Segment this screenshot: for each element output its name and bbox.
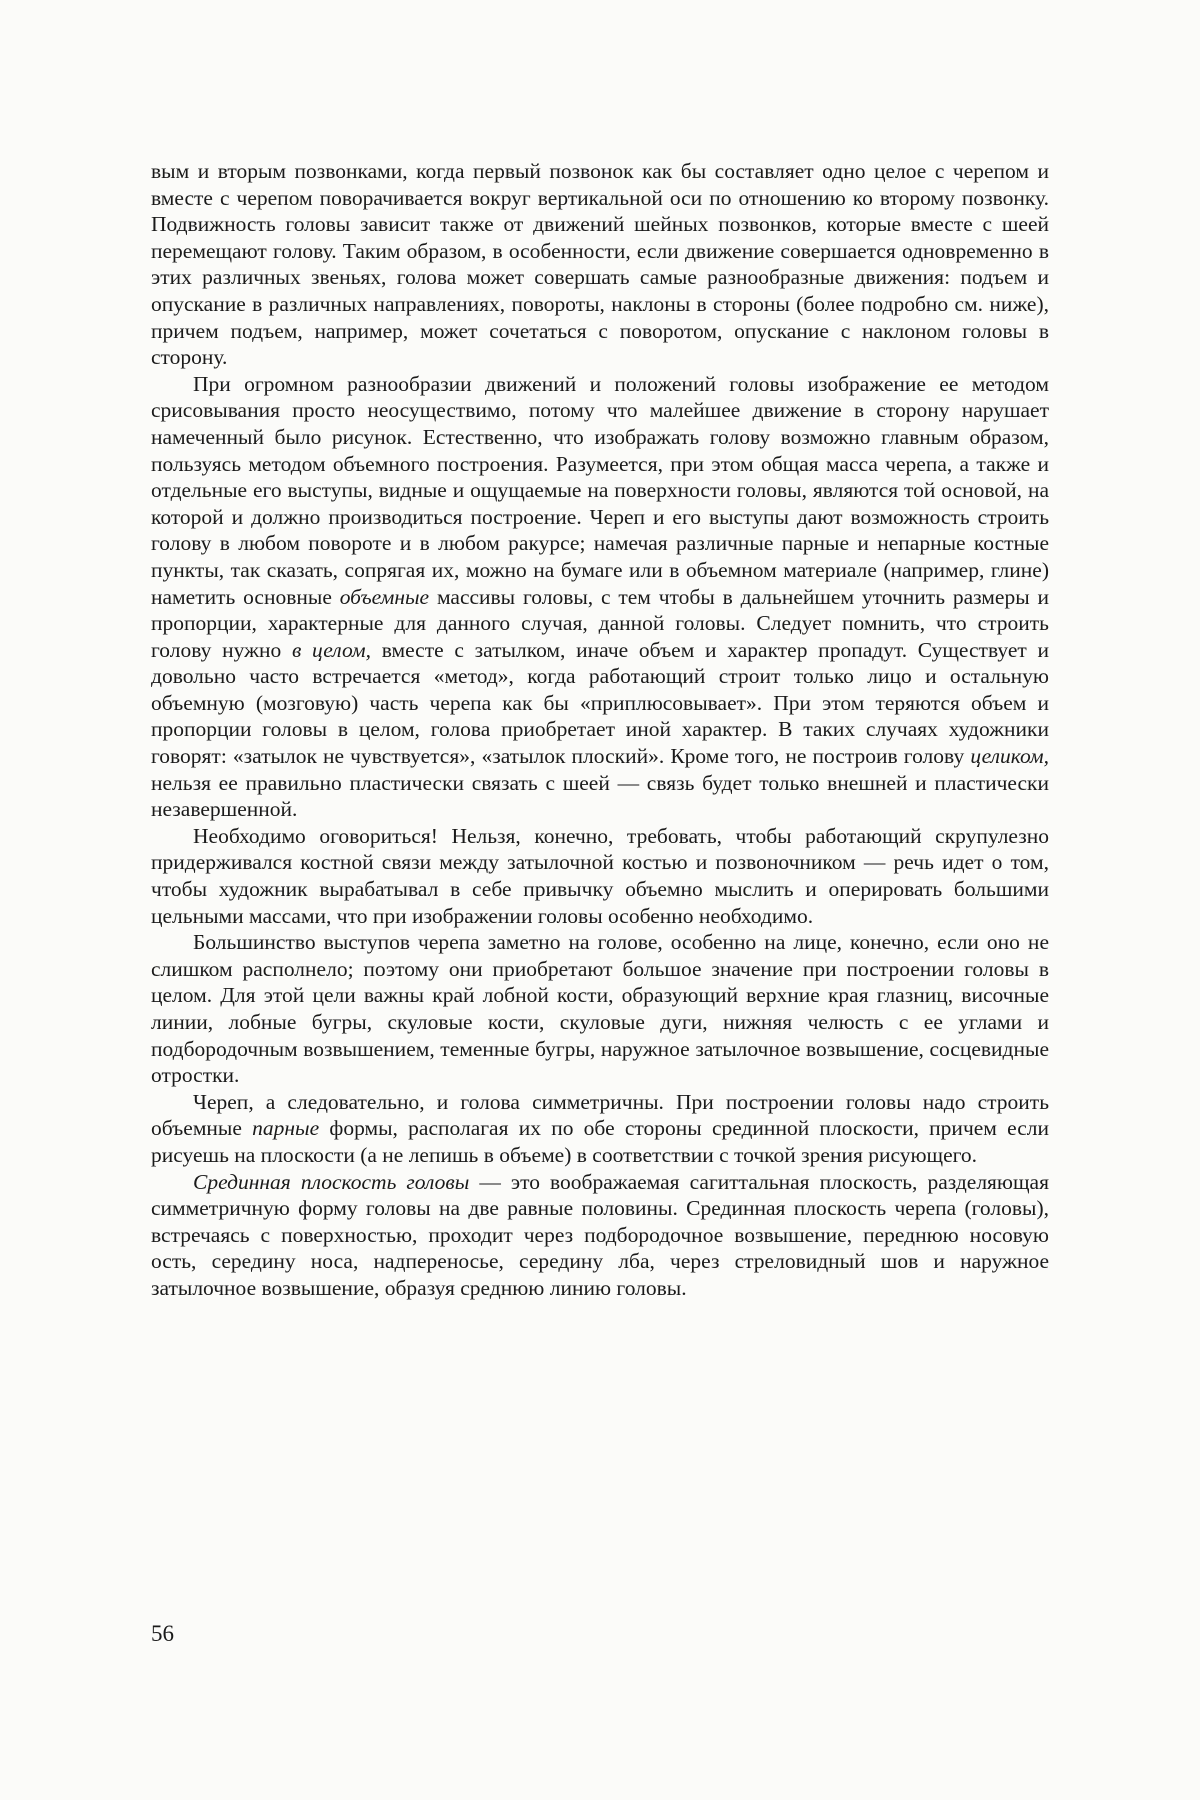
italic-text-run: в целом, <box>291 637 371 662</box>
text-run: массивы головы, с тем чтобы в дальнейшем уточнить размеры и пропорции, характерные для данного случая, данной головы. Следует помнить, что строить голову нужно <box>151 584 1049 662</box>
text-run: — это воображаемая сагиттальная плоскость, разделяющая симметричную форму головы на две равные половины. Срединная плоскость черепа (головы), встречаясь с поверхностью, проходит через подбородочное возвышение, переднюю носовую ость, середину носа, надпереносье, середину лба, через стреловидный шов и наружное затылочное возвышение, образуя среднюю линию головы. <box>151 1169 1049 1300</box>
body-text <box>151 158 1049 1302</box>
text-run: нельзя ее правильно пластически связать с шеей — связь будет только внешней и пластически незавершенной. <box>151 770 1049 822</box>
paragraph <box>151 371 1049 823</box>
paragraph <box>151 1089 1049 1169</box>
text-run: формы, располагая их по обе стороны срединной плоскости, причем если рисуешь на плоскости (а не лепишь в объеме) в соответствии с точкой зрения рисующего. <box>151 1116 1049 1167</box>
italic-text-run: целиком, <box>970 744 1049 769</box>
paragraph <box>151 158 1049 371</box>
italic-text-run: объемные <box>339 584 430 609</box>
text-run: Необходимо оговориться! Нельзя, конечно, требовать, чтобы работающий скрупулезно придерживался костной связи между затылочной костью и позвоночником — речь идет о том, чтобы художник вырабатывал в себе привычку объемно мыслить и оперировать большими цельными массами, что при изображении головы особенно необходимо. <box>151 823 1049 928</box>
italic-text-run: парные <box>252 1116 320 1141</box>
text-run: Череп, а следовательно, и голова симметричны. При построении головы надо строить объемные <box>151 1089 1049 1141</box>
text-run: Большинство выступов черепа заметно на голове, особенно на лице, конечно, если оно не слишком располнело; поэтому они приобретают большое значение при построении головы в целом. Для этой цели важны край лобной кости, образующий верхние края глазниц, височные линии, лобные бугры, скуловые кости, скуловые дуги, нижняя челюсть с ее углами и подбородочным возвышением, теменные бугры, наружное затылочное возвышение, сосцевидные отростки. <box>151 930 1049 1088</box>
text-run: вместе с затылком, иначе объем и характер пропадут. Существует и довольно часто встречается «метод», когда работающий строит только лицо и остальную объемную (мозговую) часть черепа как бы «приплюсовывает». При этом теряются объем и пропорции головы в целом, голова приобретает иной характер. В таких случаях художники говорят: «затылок не чувствуется», «затылок плоский». Кроме того, не построив голову <box>151 637 1049 769</box>
text-run: При огромном разнообразии движений и положений головы изображение ее методом срисовывания просто неосуществимо, потому что малейшее движение в сторону нарушает намеченный было рисунок. Естественно, что изображать голову возможно главным образом, пользуясь методом объемного построения. Разумеется, при этом общая масса черепа, а также и отдельные его выступы, видные и ощущаемые на поверхности головы, являются той основой, на которой и должно производиться построение. Череп и его выступы дают возможность строить голову в любом повороте и в любом ракурсе; намечая различные парные и непарные костные пункты, так сказать, сопрягая их, можно на бумаге или в объемном материале (например, глине) наметить основные <box>151 371 1049 609</box>
page-number: 56 <box>151 1621 174 1646</box>
paragraph <box>151 929 1049 1089</box>
paragraph <box>151 823 1049 929</box>
text-run: вым и вторым позвонками, когда первый позвонок как бы составляет одно целое с черепом и вместе с черепом поворачивается вокруг вертикальной оси по отношению ко второму позвонку. Подвижность головы зависит также от движений шейных позвонков, которые вместе с шеей перемещают голову. Таким образом, в особенности, если движение совершается одновременно в этих различных звеньях, голова может совершать самые разнообразные движения: подъем и опускание в различных направлениях, повороты, наклоны в стороны (более подробно см. ниже), причем подъем, например, может сочетаться с поворотом, опускание с наклоном головы в сторону. <box>151 159 1049 370</box>
italic-text-run: Срединная плоскость головы <box>193 1169 470 1194</box>
paragraph <box>151 1169 1049 1302</box>
